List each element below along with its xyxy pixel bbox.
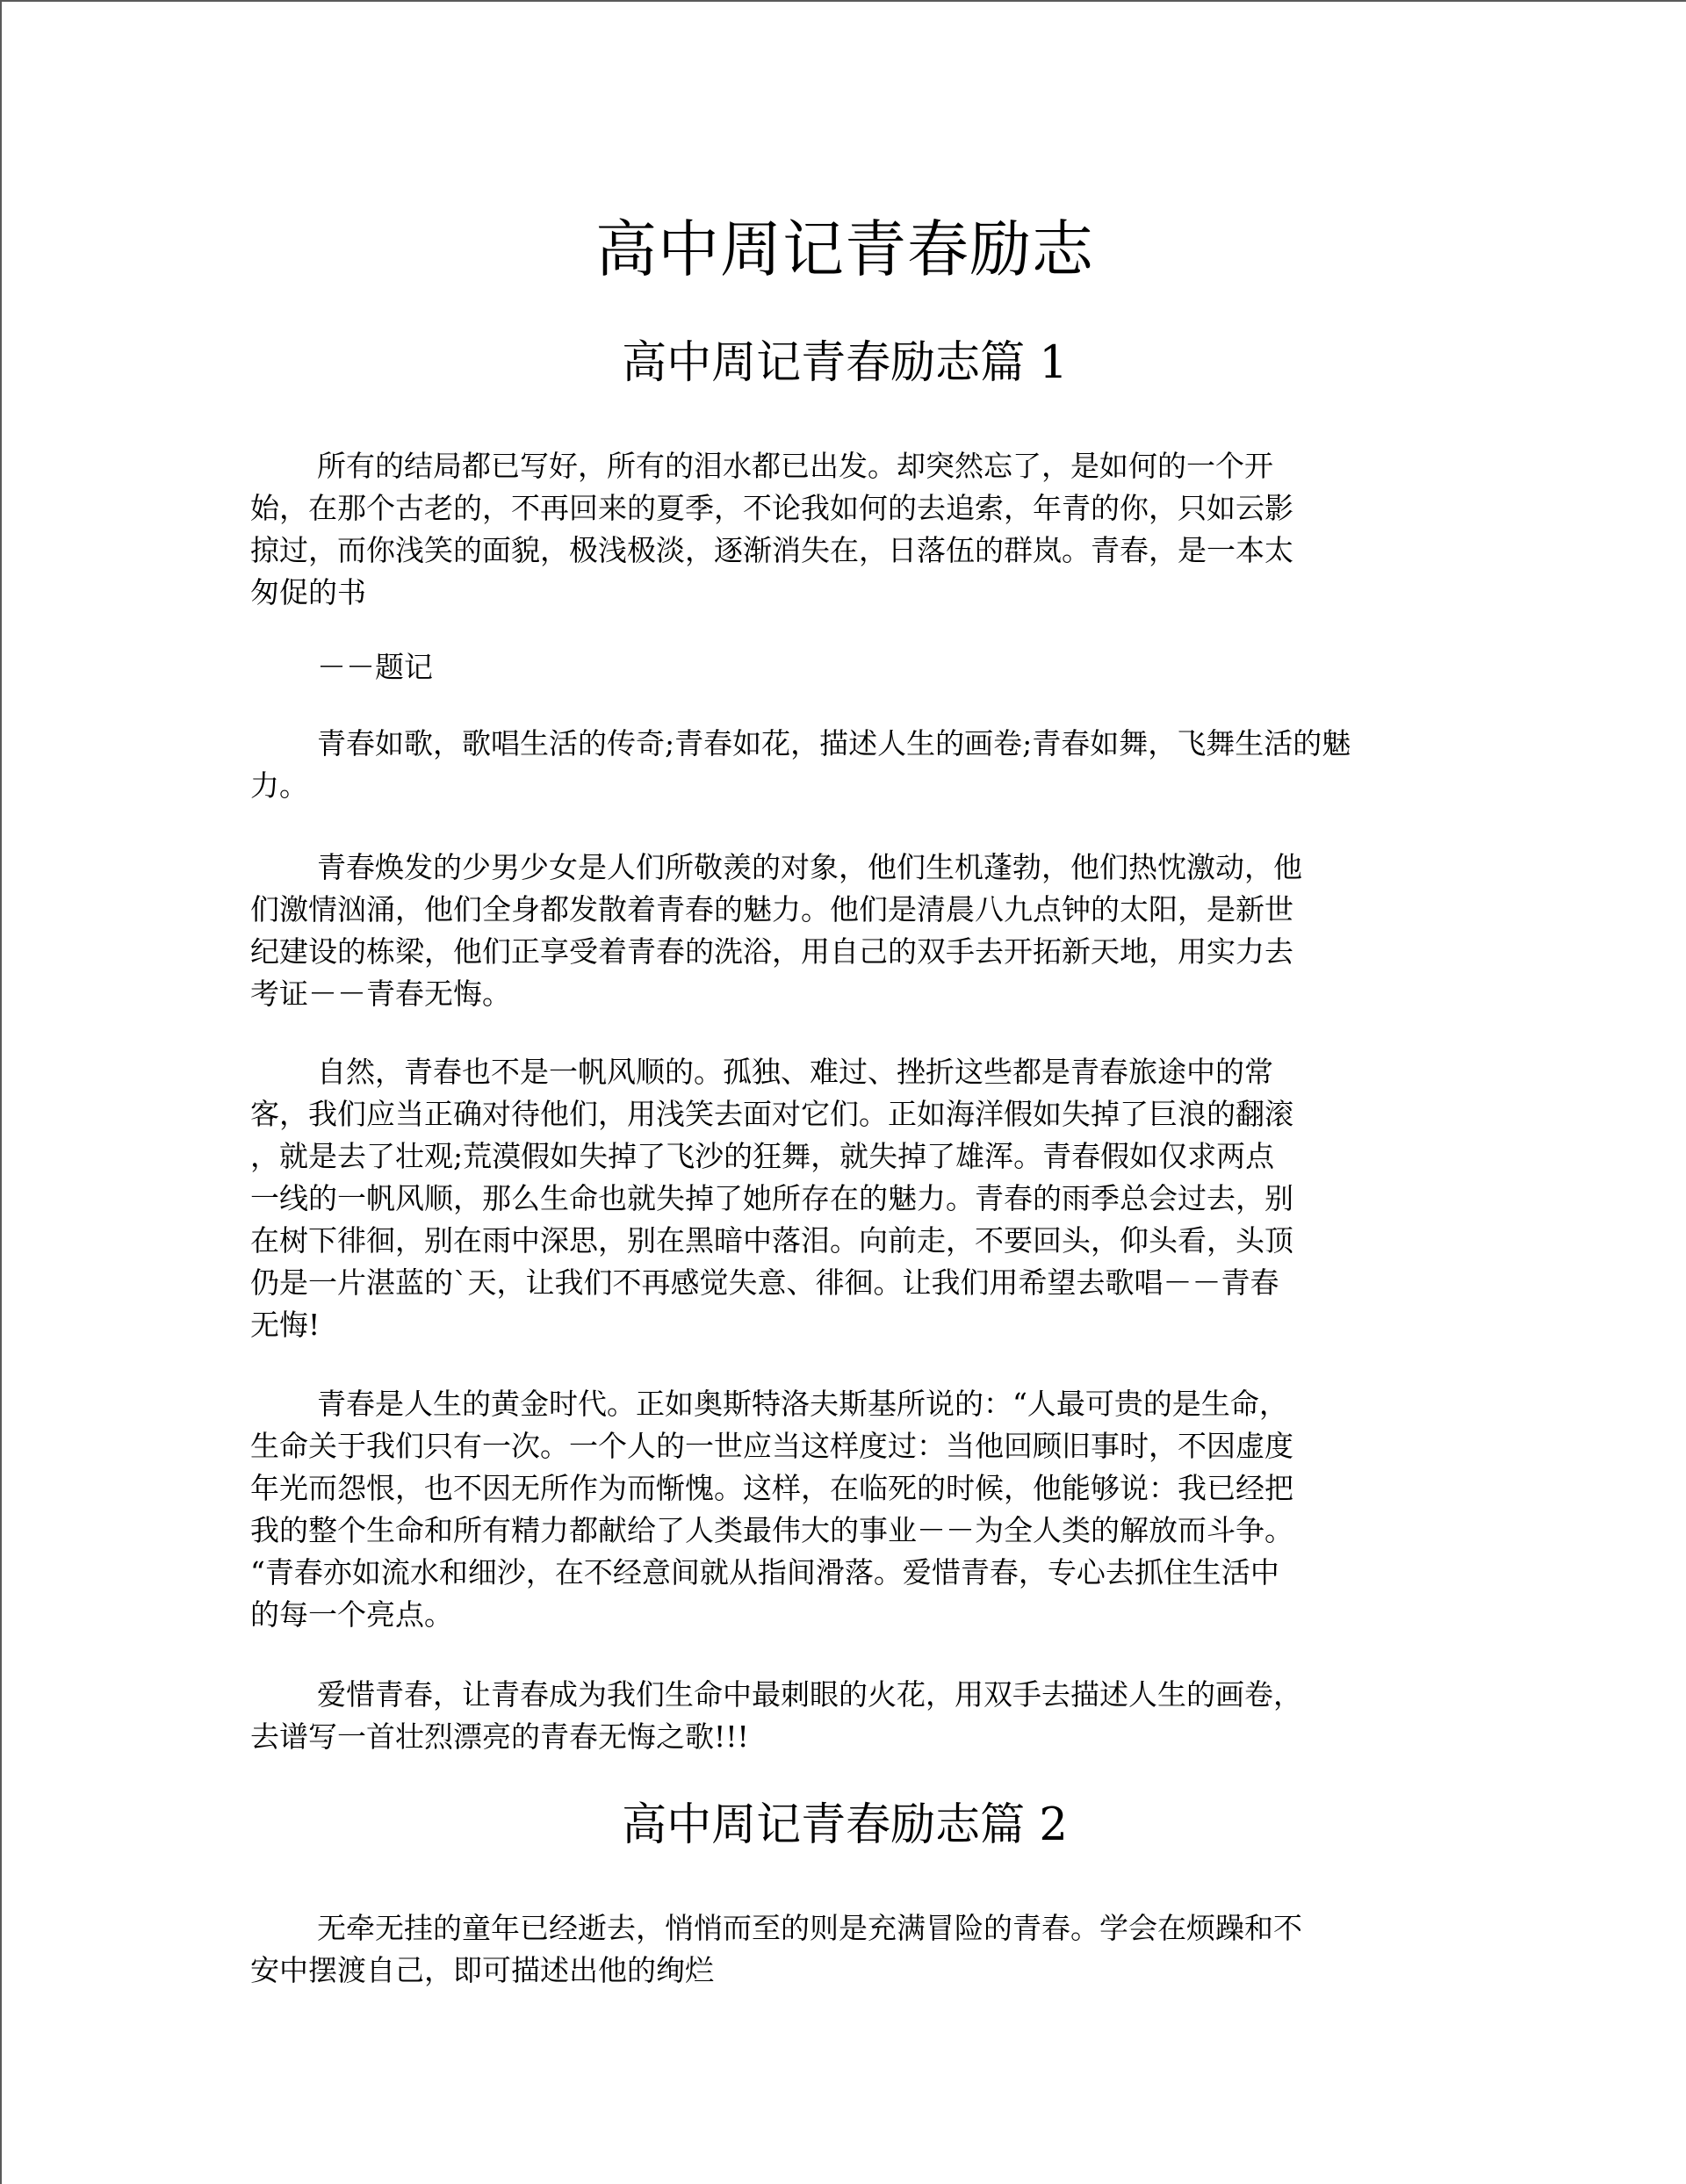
text-line: 纪建设的栋梁，他们正享受着青春的洗浴，用自己的双手去开拓新天地，用实力去 (250, 934, 1293, 969)
text-line: 青春是人生的黄金时代。正如奥斯特洛夫斯基所说的：“人最可贵的是生命， (317, 1387, 1288, 1421)
paragraph-5 (250, 1383, 1293, 1636)
text-line: 一线的一帆风顺，那么生命也就失掉了她所存在的魅力。青春的雨季总会过去，别 (250, 1181, 1293, 1215)
text-line: 所有的结局都已写好，所有的泪水都已出发。却突然忘了，是如何的一个开 (317, 449, 1273, 483)
text-line: 自然，青春也不是一帆风顺的。孤独、难过、挫折这些都是青春旅途中的常 (317, 1055, 1273, 1089)
text-line: ，就是去了壮观;荒漠假如失掉了飞沙的狂舞，就失掉了雄浑。青春假如仅求两点 (250, 1139, 1275, 1173)
text-line: 去谱写一首壮烈漂亮的青春无悔之歌!!! (250, 1719, 749, 1754)
paragraph-2 (250, 723, 1351, 807)
text-line: 仍是一片湛蓝的`天，让我们不再感觉失意、徘徊。让我们用希望去歌唱－－青春 (250, 1265, 1279, 1300)
paragraph-inscription (250, 646, 433, 688)
document-title: 高中周记青春励志 (595, 213, 1094, 285)
paragraph-3 (250, 847, 1302, 1015)
text-line: 我的整个生命和所有精力都献给了人类最伟大的事业－－为全人类的解放而斗争。 (250, 1513, 1293, 1547)
section-heading-2: 高中周记青春励志篇 2 (622, 1799, 1068, 1851)
paragraph-1 (250, 445, 1293, 614)
text-line: 们激情汹涌，他们全身都发散着青春的魅力。他们是清晨八九点钟的太阳，是新世 (250, 892, 1293, 926)
text-line: 无牵无挂的童年已经逝去，悄悄而至的则是充满冒险的青春。学会在烦躁和不 (317, 1911, 1302, 1945)
text-line: 年光而怨恨，也不因无所作为而惭愧。这样，在临死的时候，他能够说：我已经把 (250, 1471, 1293, 1505)
text-line: 掠过，而你浅笑的面貌，极浅极淡，逐渐消失在，日落伍的群岚。青春，是一本太 (250, 533, 1293, 567)
paragraph-7 (250, 1907, 1302, 1992)
section-heading-1: 高中周记青春励志篇 1 (622, 337, 1068, 389)
text-line: 客，我们应当正确对待他们，用浅笑去面对它们。正如海洋假如失掉了巨浪的翻滚 (250, 1097, 1293, 1131)
text-line: 匆促的书 (250, 575, 366, 609)
text-line: 安中摆渡自己，即可描述出他的绚烂 (250, 1953, 714, 1987)
text-line: 爱惜青春，让青春成为我们生命中最刺眼的火花，用双手去描述人生的画卷， (317, 1677, 1302, 1712)
text-line: 生命关于我们只有一次。一个人的一世应当这样度过：当他回顾旧事时，不因虚度 (250, 1429, 1293, 1463)
text-line: 在树下徘徊，别在雨中深思，别在黑暗中落泪。向前走，不要回头，仰头看，头顶 (250, 1223, 1293, 1258)
text-line: 无悔! (250, 1308, 321, 1342)
text-line: 力。 (250, 768, 308, 803)
text-line: “青春亦如流水和细沙，在不经意间就从指间滑落。爱惜青春，专心去抓住生活中 (250, 1555, 1279, 1589)
text-line: 青春如歌，歌唱生活的传奇;青春如花，描述人生的画卷;青春如舞，飞舞生活的魅 (317, 726, 1351, 760)
text-line: 始，在那个古老的，不再回来的夏季，不论我如何的去追索，年青的你，只如云影 (250, 491, 1293, 525)
text-line: 考证－－青春无悔。 (250, 977, 511, 1011)
text-line: 的每一个亮点。 (250, 1597, 453, 1632)
paragraph-6 (250, 1674, 1302, 1758)
paragraph-4 (250, 1051, 1293, 1346)
text-line: －－题记 (317, 650, 433, 684)
text-line: 青春焕发的少男少女是人们所敬羡的对象，他们生机蓬勃，他们热忱激动，他 (317, 850, 1302, 884)
